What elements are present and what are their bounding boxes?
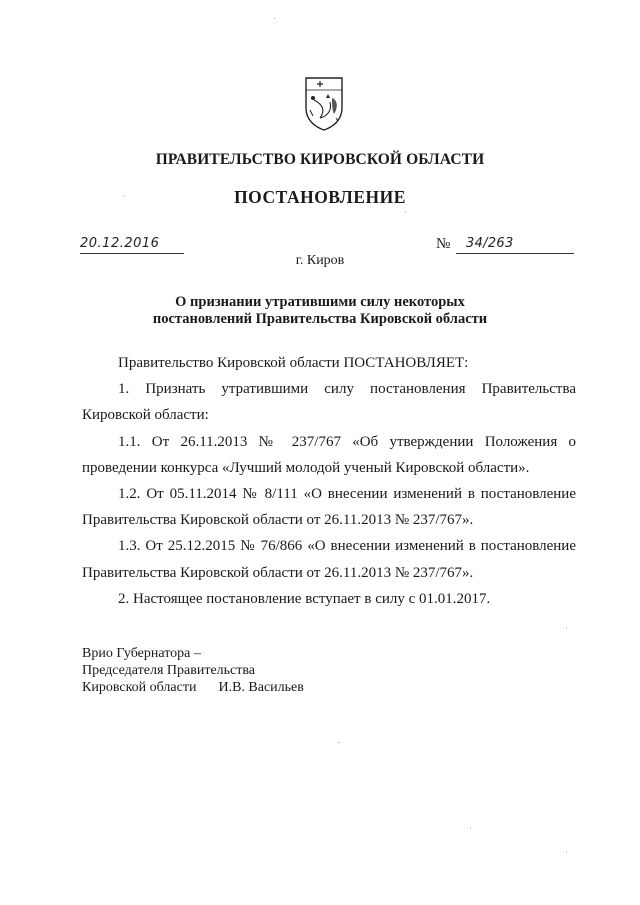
document-date: 20.12.2016 bbox=[80, 236, 160, 251]
heading-line-1: О признании утратившими силу некоторых bbox=[175, 294, 465, 310]
scan-speck bbox=[470, 828, 471, 829]
document-body bbox=[82, 350, 576, 612]
item-2: 2. Настоящее постановление вступает в силу с 01.01.2017. bbox=[118, 590, 491, 607]
signature-line-2: Председателя Правительства bbox=[82, 663, 256, 678]
signature-block bbox=[82, 645, 304, 696]
heading-line-2: постановлений Правительства Кировской области bbox=[152, 311, 488, 327]
document-number: 34/263 bbox=[466, 236, 514, 251]
city: г. Киров bbox=[295, 253, 345, 268]
scan-speck bbox=[566, 852, 567, 853]
scan-speck bbox=[566, 628, 567, 629]
scan-speck bbox=[274, 18, 275, 19]
item-1-2-line-1: 1.2. От 05.11.2014 № 8/111 «О внесении изменений в постановление bbox=[118, 486, 576, 503]
coat-of-arms-icon bbox=[302, 74, 346, 132]
number-label: № bbox=[436, 236, 451, 252]
item-1-1-line-2: проведении конкурса «Лучший молодой ученый Кировской области». bbox=[82, 459, 530, 476]
item-1-line-2: Кировской области: bbox=[82, 407, 209, 424]
scan-speck bbox=[338, 742, 339, 743]
document-heading bbox=[0, 294, 640, 328]
signature-line-1: Врио Губернатора – bbox=[82, 646, 201, 661]
item-1-3-line-2: Правительства Кировской области от 26.11.2013 № 237/767». bbox=[82, 564, 474, 581]
item-1-3-line-1: 1.3. От 25.12.2015 № 76/866 «О внесении изменений в постановление bbox=[118, 538, 576, 555]
item-1-2-line-2: Правительства Кировской области от 26.11.2013 № 237/767». bbox=[82, 512, 474, 529]
signature-org: Кировской области bbox=[82, 680, 197, 695]
scan-speck bbox=[405, 212, 406, 213]
preamble: Правительство Кировской области ПОСТАНОВЛЯЕТ: bbox=[118, 355, 469, 371]
signature-line-3 bbox=[82, 679, 304, 696]
signatory-name: И.В. Васильев bbox=[218, 680, 304, 695]
item-1-line-1: 1. Признать утратившими силу постановления Правительства bbox=[118, 381, 576, 398]
organization-title: ПРАВИТЕЛЬСТВО КИРОВСКОЙ ОБЛАСТИ bbox=[155, 151, 485, 168]
item-1-1-line-1: 1.1. От 26.11.2013 № 237/767 «Об утверждении Положения о bbox=[118, 433, 576, 450]
document-type: ПОСТАНОВЛЕНИЕ bbox=[234, 187, 406, 207]
